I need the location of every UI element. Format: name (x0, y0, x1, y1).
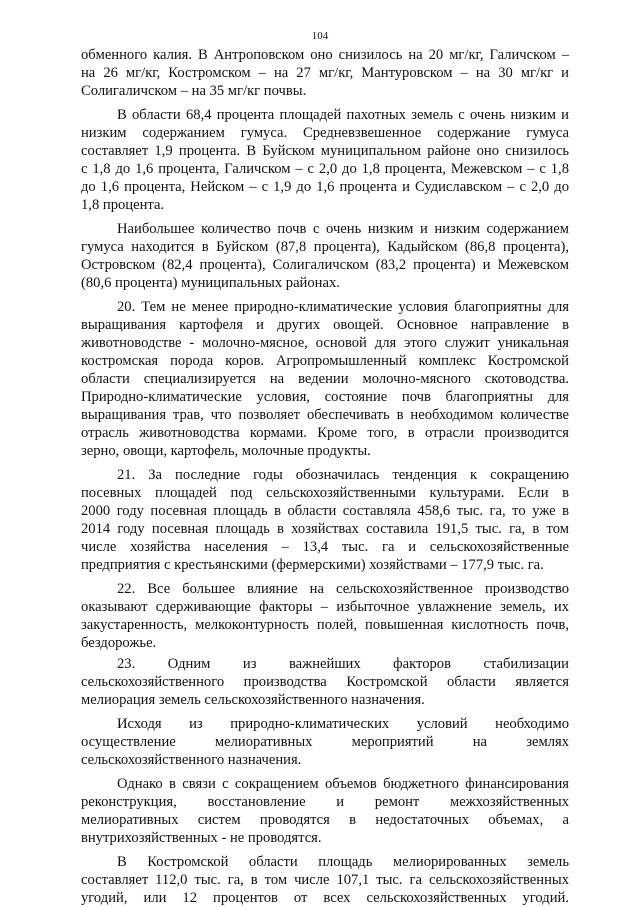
text-line: оказывают сдерживающие факторы – избыточное увлажнение земель, их (81, 599, 569, 615)
text-line: 2014 году посевная площадь в хозяйствах составила 191,5 тыс. га, в том (81, 521, 569, 537)
text-line: низким содержанием гумуса. Средневзвешенное содержание гумуса (81, 125, 569, 141)
text-line: угодий, или 12 процентов от всех сельскохозяйственных угодий. (81, 890, 569, 906)
text-line: 21. За последние годы обозначилась тенденция к сокращению (117, 467, 569, 483)
paragraph-2 (81, 220, 569, 292)
text-line: отрасль животноводства кормами. Кроме того, в отрасли производится (81, 425, 569, 441)
text-line: на 26 мг/кг, Костромском – на 27 мг/кг, Мантуровском – на 30 мг/кг и (81, 65, 569, 81)
text-line: посевных площадей под сельскохозяйственными культурами. Если в (81, 485, 569, 501)
text-line: костромская порода коров. Агропромышленный комплекс Костромской (81, 353, 569, 369)
text-line: выращивания трав, что позволяет обеспечивать в необходимом количестве (81, 407, 569, 423)
text-line: бездорожье. (81, 635, 157, 651)
text-line: 1,8 процента. (81, 197, 165, 213)
paragraph-7 (81, 715, 569, 769)
text-line: зерно, овощи, картофель, молочные продукты. (81, 443, 371, 459)
paragraph-6 (81, 655, 569, 709)
paragraph-4 (81, 466, 569, 574)
paragraph-1 (81, 106, 569, 214)
text-line: составляет 1,9 процента. В Буйском муниципальном районе оно снизилось (81, 143, 569, 159)
text-line: составляет 112,0 тыс. га, в том числе 107,1 тыс. га сельскохозяйственных (81, 872, 569, 888)
paragraph-3 (81, 298, 569, 460)
text-line: В области 68,4 процента площадей пахотных земель с очень низким и (117, 107, 569, 123)
text-line: В Костромской области площадь мелиорированных земель (117, 854, 569, 870)
text-line: предприятия с крестьянскими (фермерскими) хозяйствами – 177,9 тыс. га. (81, 557, 544, 573)
paragraph-0 (81, 46, 569, 100)
text-line: 22. Все большее влияние на сельскохозяйственное производство (117, 581, 569, 597)
text-line: с 1,8 до 1,6 процента, Галичском – с 2,0 до 1,8 процента, Межевском – с 1,8 (81, 161, 569, 177)
document-body (81, 46, 569, 907)
text-line: 2000 году посевная площадь в области составляла 458,6 тыс. га, то уже в (81, 503, 569, 519)
text-line: Солигаличском – на 35 мг/кг почвы. (81, 83, 307, 99)
text-line: Исходя из природно-климатических условий необходимо (117, 716, 569, 732)
text-line: животноводстве - молочно-мясное, основой для этого служит уникальная (81, 335, 569, 351)
page-number: 104 (311, 30, 329, 42)
text-line: гумуса находится в Буйском (87,8 процента), Кадыйском (86,8 процента), (81, 239, 569, 255)
text-line: обменного калия. В Антроповском оно снизилось на 20 мг/кг, Галичском – (81, 47, 569, 63)
paragraph-5 (81, 580, 569, 652)
text-line: области специализируется на ведении молочно-мясного скотоводства. (81, 371, 569, 387)
text-line: Природно-климатические условия, состояние почв благоприятны для (81, 389, 569, 405)
text-line: 20. Тем не менее природно-климатические условия благоприятны для (117, 299, 569, 315)
text-line: сельскохозяйственного назначения. (81, 752, 302, 768)
text-line: внутрихозяйственных - не проводятся. (81, 830, 322, 846)
text-line: Островском (82,4 процента), Солигаличском (83,2 процента) и Межевском (81, 257, 569, 273)
text-line: закустаренность, мелкоконтурность полей, повышенная кислотность почв, (81, 617, 569, 633)
text-line: до 1,6 процента, Нейском – с 1,9 до 1,6 процента и Судиславском – с 2,0 до (81, 179, 569, 195)
text-line: выращивания картофеля и других овощей. Основное направление в (81, 317, 569, 333)
text-line: реконструкция, восстановление и ремонт межхозяйственных (81, 794, 569, 810)
text-line: осуществление мелиоративных мероприятий на землях (81, 734, 569, 750)
text-line: (80,6 процента) муниципальных районах. (81, 275, 340, 291)
text-line: Однако в связи с сокращением объемов бюджетного финансирования (117, 776, 569, 792)
text-line: Наибольшее количество почв с очень низким и низким содержанием (117, 221, 569, 237)
text-line: сельскохозяйственного производства Костромской области является (81, 674, 569, 690)
text-line: числе хозяйства населения – 13,4 тыс. га и сельскохозяйственные (81, 539, 569, 555)
paragraph-9 (81, 853, 569, 907)
text-line: 23. Одним из важнейших факторов стабилизации (117, 656, 569, 672)
text-line: мелиорация земель сельскохозяйственного назначения. (81, 692, 425, 708)
text-line: мелиоративных систем проводятся в недостаточных объемах, а (81, 812, 569, 828)
paragraph-8 (81, 775, 569, 847)
